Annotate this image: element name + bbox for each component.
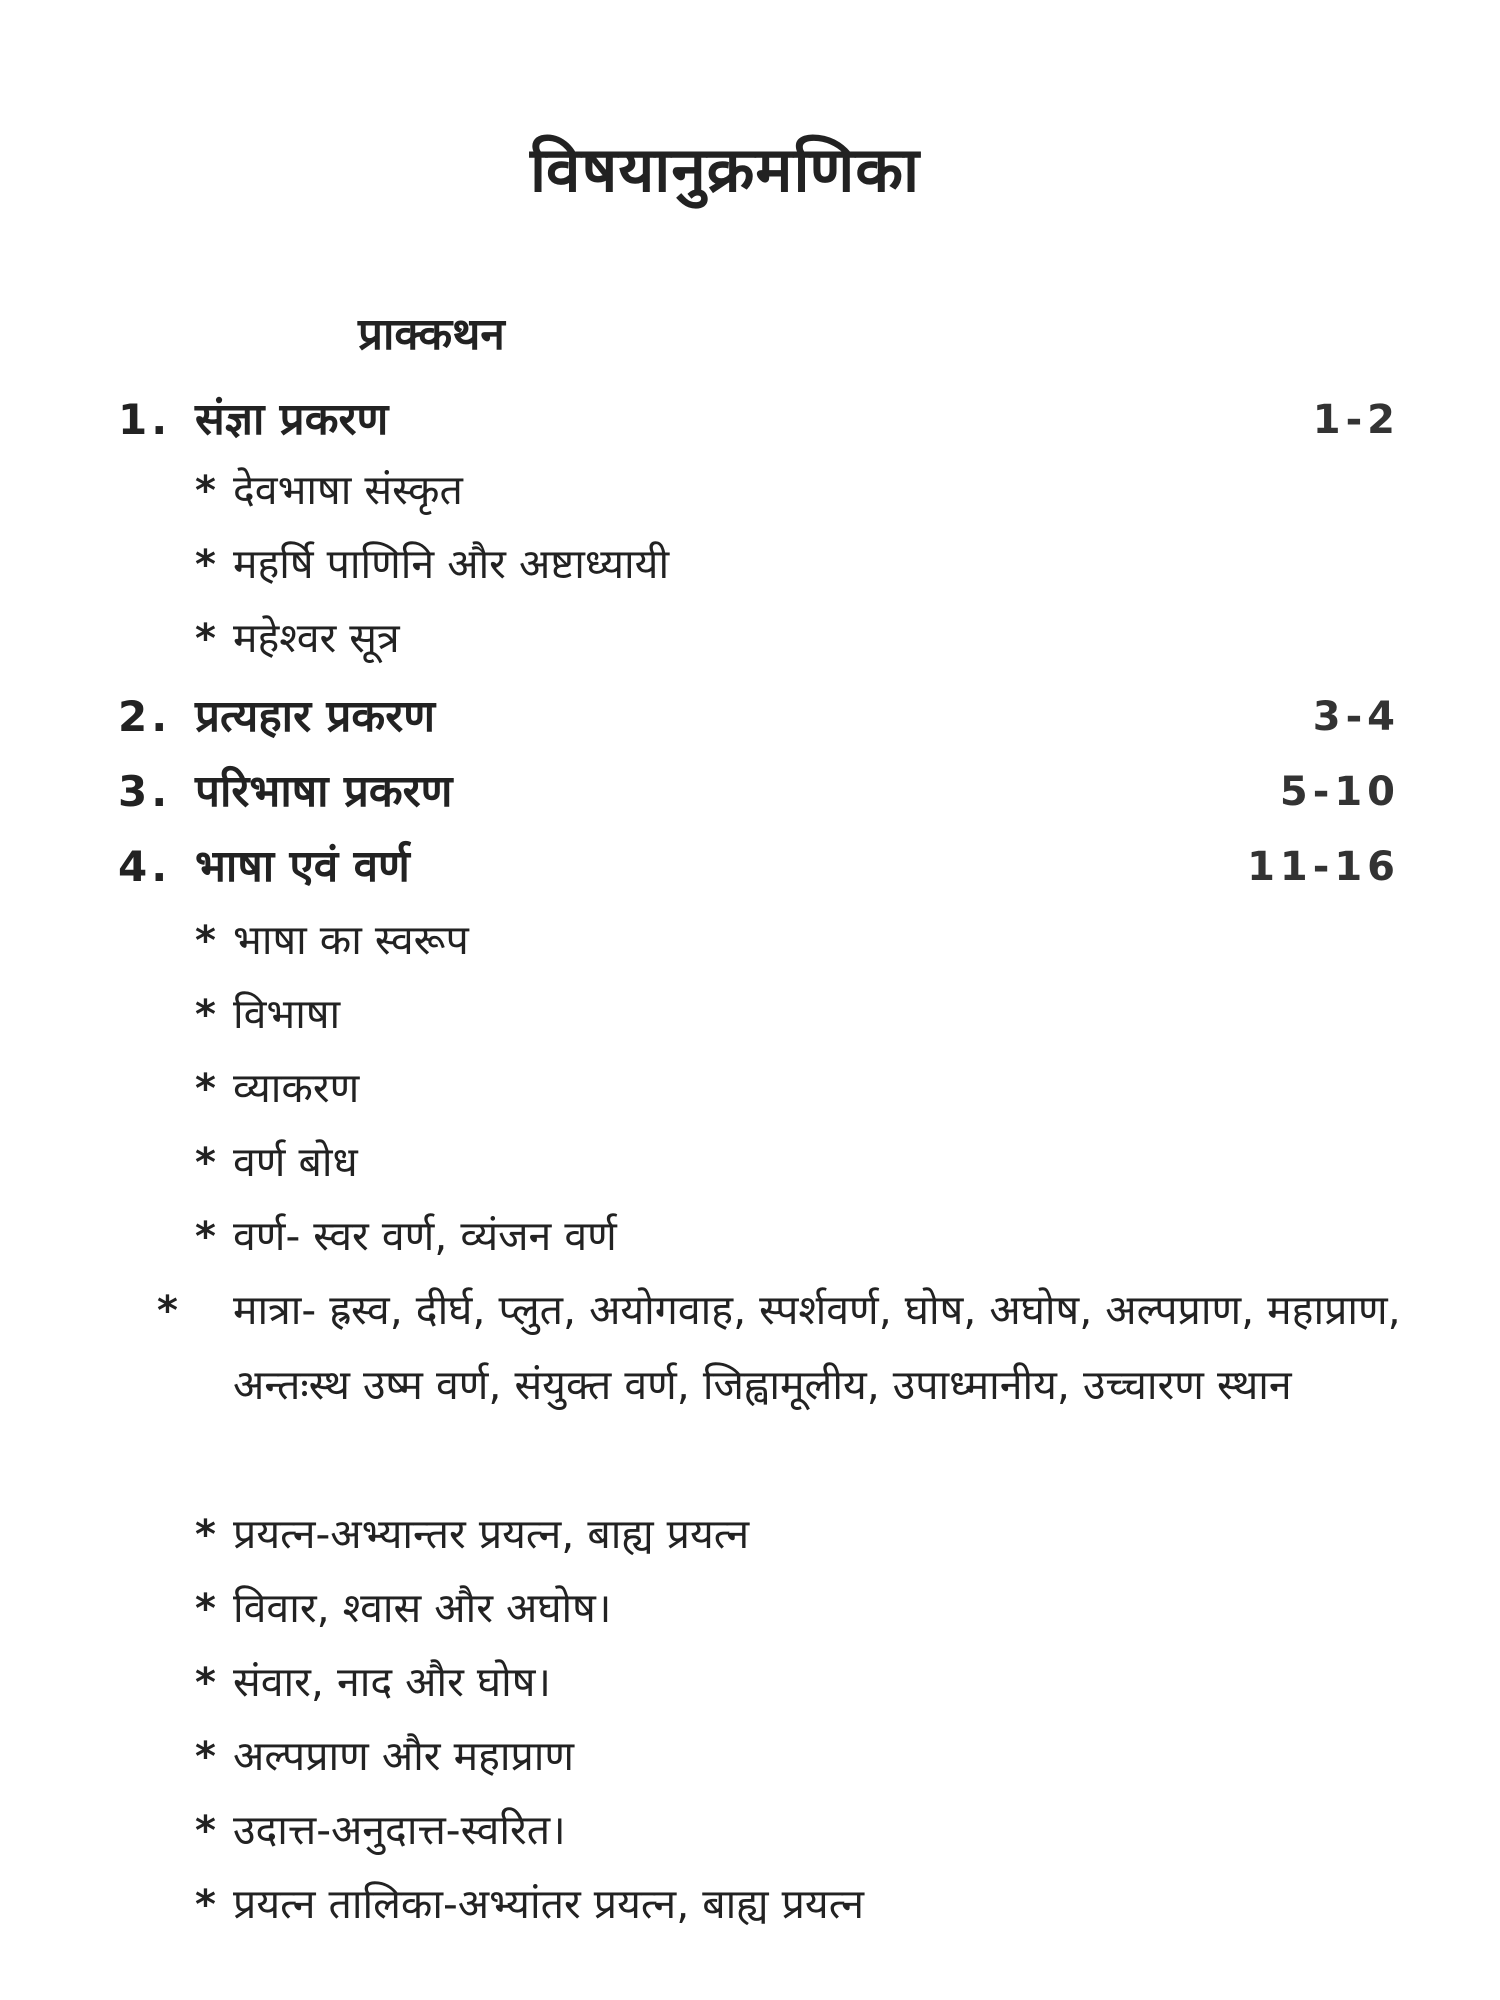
chapter-4-number: 4. <box>118 842 172 891</box>
chapter-1-title: संज्ञा प्रकरण <box>195 394 389 445</box>
chapter-1-item <box>195 601 1405 676</box>
bullet-icon: * <box>195 1214 216 1260</box>
chapter-1-row <box>0 385 1500 455</box>
chapter-2-row <box>0 682 1500 752</box>
item-text: अल्पप्राण और महाप्राण <box>233 1732 575 1780</box>
preface-heading: प्राक्कथन <box>358 309 505 360</box>
bullet-icon: * <box>195 1660 216 1706</box>
bullet-icon: * <box>195 1140 216 1186</box>
chapter-4-pages: 11-16 <box>1247 844 1400 890</box>
bullet-icon: * <box>195 1586 216 1632</box>
bullet-icon: * <box>195 1882 216 1928</box>
chapter-4-item <box>195 1199 1405 1274</box>
chapter-4-title: भाषा एवं वर्ण <box>195 841 410 892</box>
item-text: महेश्वर सूत्र <box>233 614 400 662</box>
chapter-3-number: 3. <box>118 767 172 816</box>
item-text: प्रयत्न तालिका-अभ्यांतर प्रयत्न, बाह्य प्रयत्न <box>233 1880 865 1928</box>
chapter-1-number: 1. <box>118 395 172 444</box>
chapter-4-item <box>195 1051 1405 1126</box>
chapter-4-item <box>195 903 1405 978</box>
chapter-2-pages: 3-4 <box>1312 694 1400 740</box>
chapter-4-item <box>195 1719 1405 1794</box>
bullet-icon: * <box>157 1288 178 1334</box>
chapter-4-item <box>195 977 1405 1052</box>
item-text: महर्षि पाणिनि और अष्टाध्यायी <box>233 540 670 588</box>
item-text: व्याकरण <box>233 1064 360 1112</box>
chapter-1-item <box>195 527 1405 602</box>
item-text: भाषा का स्वरूप <box>233 916 469 964</box>
bullet-icon: * <box>195 468 216 514</box>
chapter-4-item <box>195 1645 1405 1720</box>
bullet-icon: * <box>195 1066 216 1112</box>
chapter-1-pages: 1-2 <box>1312 397 1400 443</box>
item-text: देवभाषा संस्कृत <box>233 466 463 514</box>
item-text: संवार, नाद और घोष। <box>233 1658 551 1706</box>
chapter-4-item <box>195 1571 1405 1646</box>
chapter-4-row <box>0 832 1500 902</box>
item-text: उदात्त-अनुदात्त-स्वरित। <box>233 1806 566 1854</box>
chapter-4-item <box>195 1793 1405 1868</box>
bullet-icon: * <box>195 616 216 662</box>
chapter-4-item <box>195 1497 1405 1572</box>
chapter-1-item <box>195 453 1405 528</box>
item-text: विभाषा <box>233 990 341 1038</box>
bullet-icon: * <box>195 1734 216 1780</box>
item-text: प्रयत्न-अभ्यान्तर प्रयत्न, बाह्य प्रयत्न <box>233 1510 750 1558</box>
bullet-icon: * <box>195 992 216 1038</box>
chapter-3-pages: 5-10 <box>1279 769 1400 815</box>
chapter-2-title: प्रत्यहार प्रकरण <box>195 691 436 742</box>
bullet-icon: * <box>195 1808 216 1854</box>
chapter-2-number: 2. <box>118 692 172 741</box>
chapter-4-item <box>195 1867 1405 1942</box>
item-text: वर्ण बोध <box>233 1138 358 1186</box>
chapter-3-row <box>0 757 1500 827</box>
chapter-4-item <box>157 1273 1405 1422</box>
page-title: विषयानुक्रमणिका <box>529 133 921 206</box>
bullet-icon: * <box>195 918 216 964</box>
item-text: वर्ण- स्वर वर्ण, व्यंजन वर्ण <box>233 1212 617 1260</box>
bullet-icon: * <box>195 1512 216 1558</box>
chapter-3-title: परिभाषा प्रकरण <box>195 766 453 817</box>
bullet-icon: * <box>195 542 216 588</box>
item-text: विवार, श्वास और अघोष। <box>233 1584 612 1632</box>
chapter-4-item <box>195 1125 1405 1200</box>
item-text: मात्रा- ह्रस्व, दीर्घ, प्लुत, अयोगवाह, स्पर्शवर्ण, घोष, अघोष, अल्पप्राण, महाप्राण, अन्तःस्थ उष्म वर्ण, संयुक्त वर्ण, जिह्वामूलीय, उपाध्मानीय, उच्चारण स्थान <box>233 1286 1401 1409</box>
